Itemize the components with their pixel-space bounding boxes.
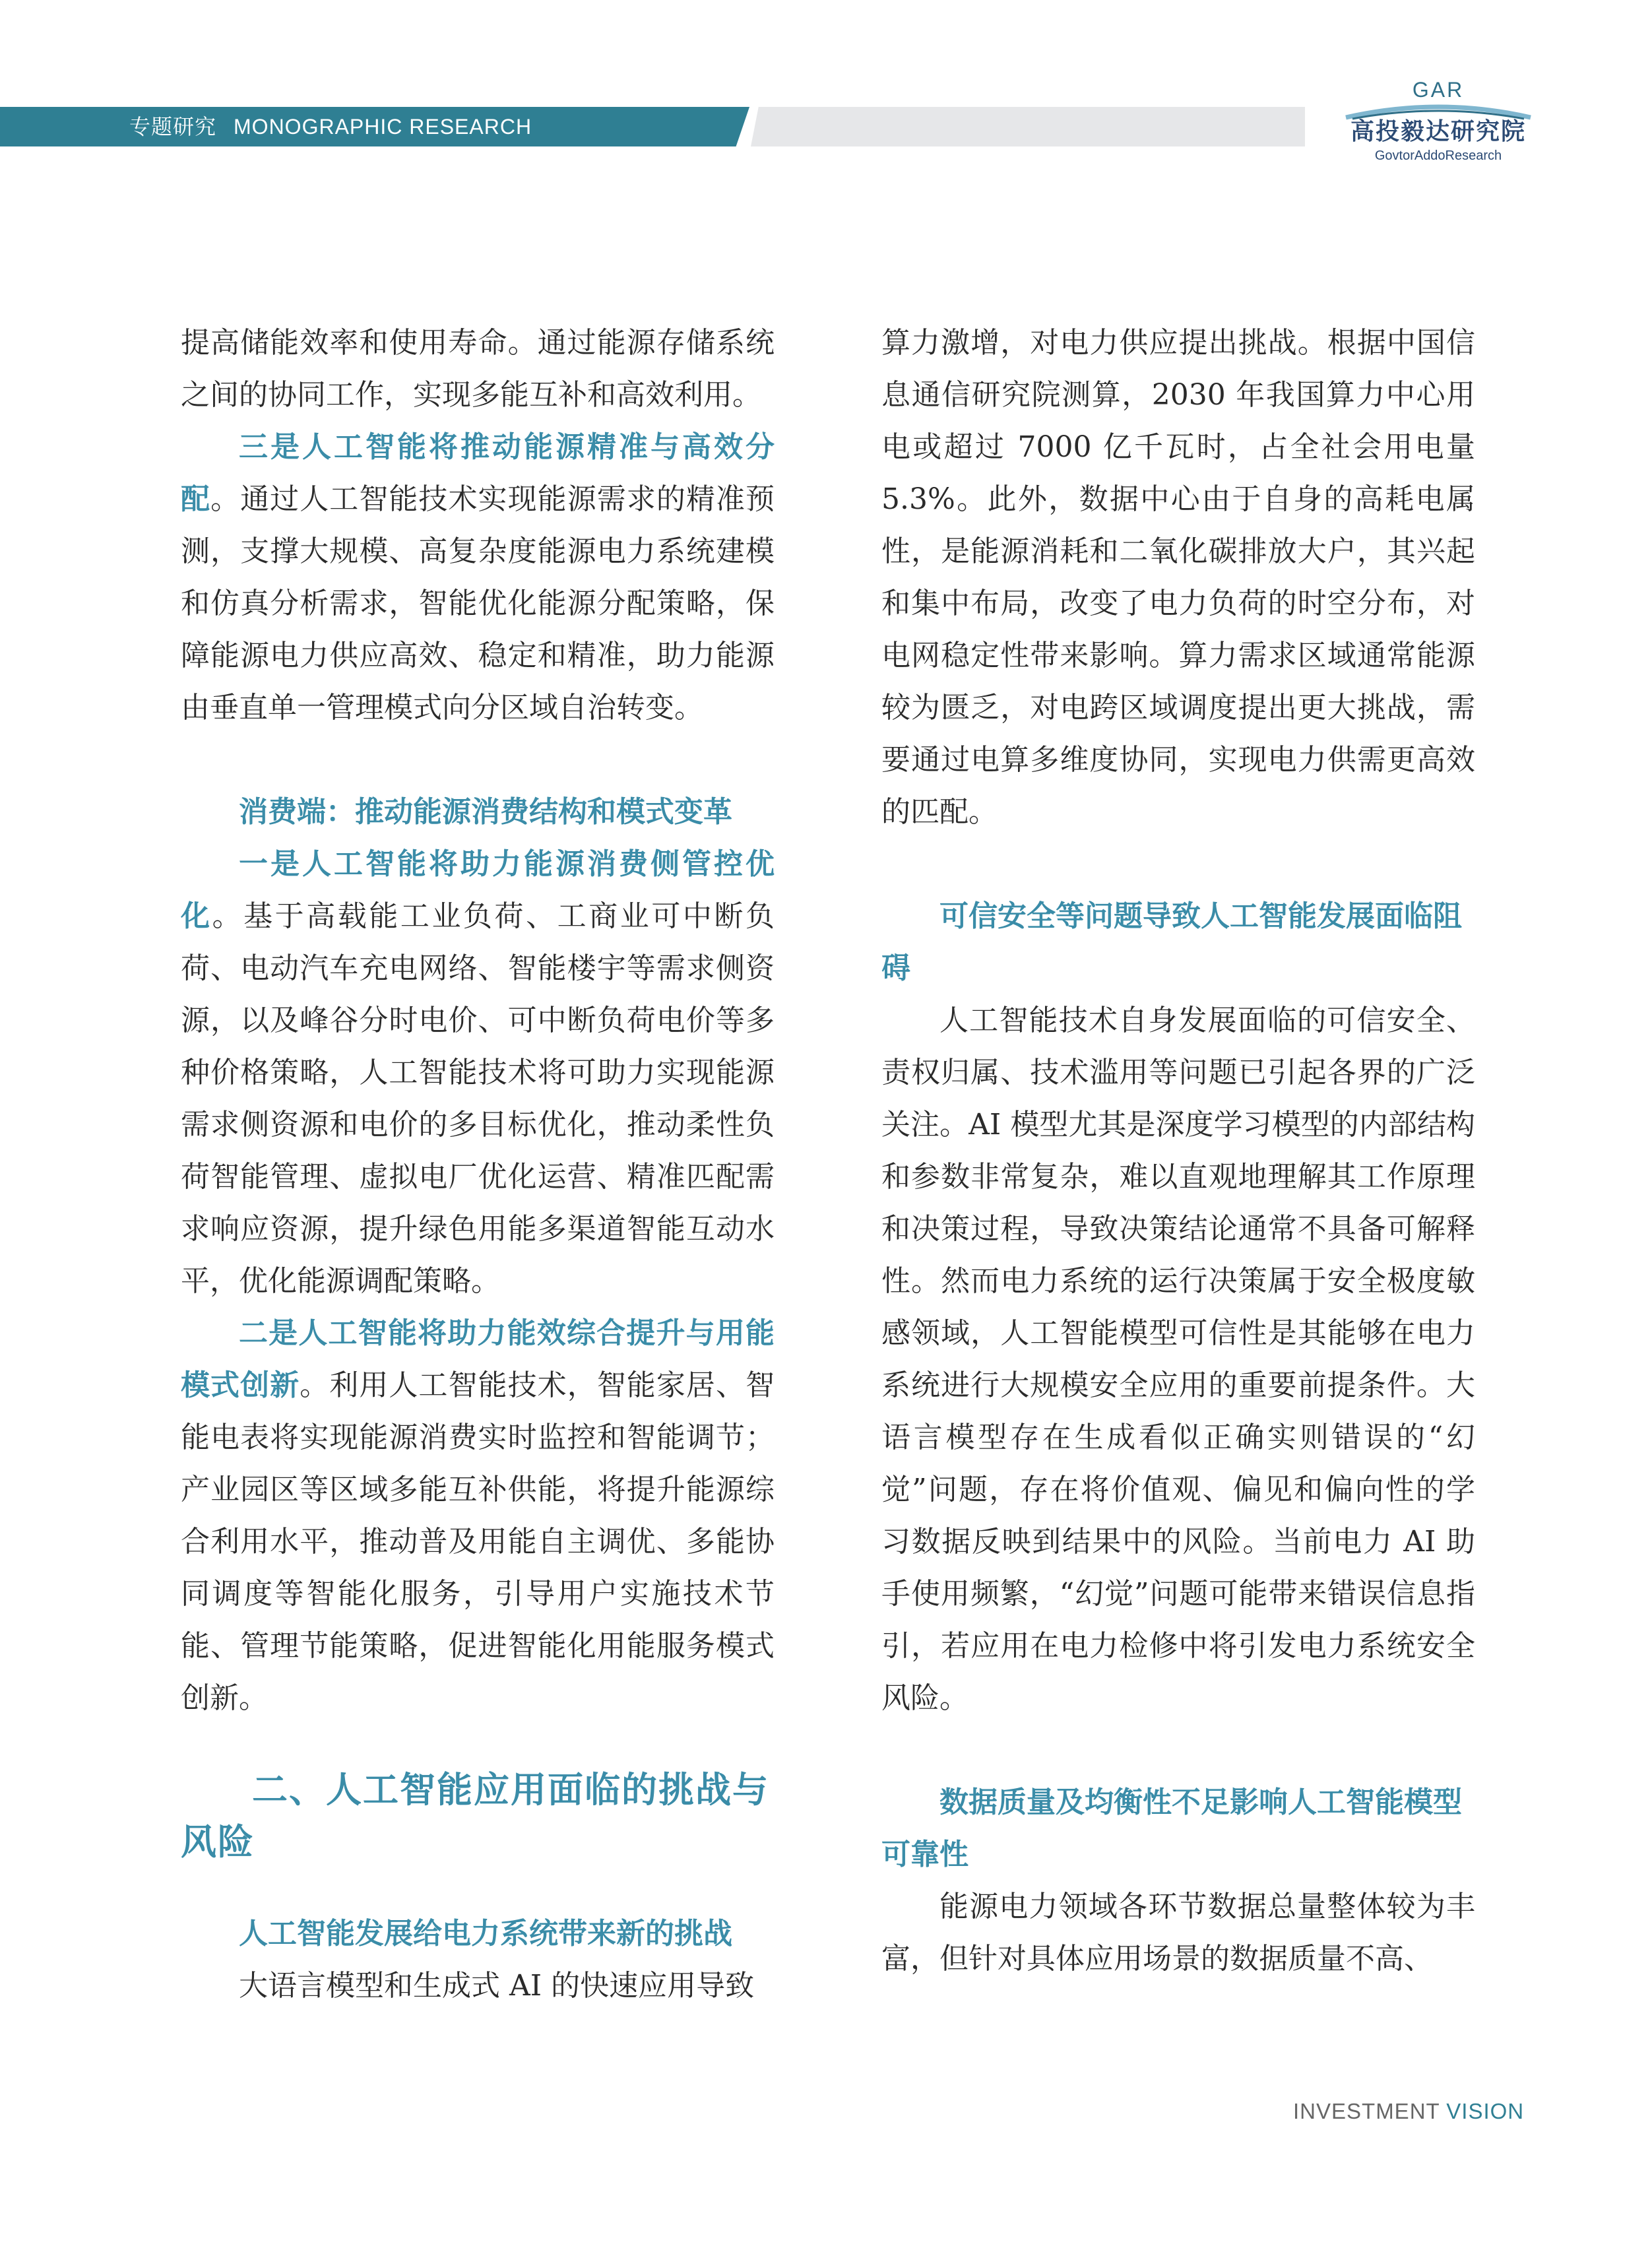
logo-name-cn: 高投毅达研究院 — [1350, 118, 1526, 145]
lead-phrase: 二是人工智能将助力能效综合提升与用能模式创新 — [181, 1316, 775, 1402]
paragraph — [181, 421, 775, 734]
logo-abbreviation: GAR — [1412, 78, 1465, 102]
subheading: 数据质量及均衡性不足影响人工智能模型可靠性 — [881, 1786, 1462, 1871]
section-label — [129, 112, 532, 141]
subheading: 消费端：推动能源消费结构和模式变革 — [239, 795, 732, 829]
paragraph: 算力激增，对电力供应提出挑战。根据中国信息通信研究院测算，2030 年我国算力中心用电或超过 7000 亿千瓦时，占全社会用电量 5.3%。此外，数据中心由于自身的高耗电属性，是能源消耗和二氧化碳排放大户，其兴起和集中布局，改变了电力负荷的时空分布，对电网稳定性带来影响。算力需求区域通常能源较为匮乏，对电跨区域调度提出更大挑战，需要通过电算多维度协同，实现电力供需更高效的匹配。 — [881, 326, 1475, 829]
right-column — [881, 317, 1475, 1985]
paragraph-body: 。通过人工智能技术实现能源需求的精准预测，支撑大规模、高复杂度能源电力系统建模和仿真分析需求，智能优化能源分配策略，保障能源电力供应高效、稳定和精准，助力能源由垂直单一管理模式向分区域自治转变。 — [181, 482, 775, 724]
paragraph: 人工智能技术自身发展面临的可信安全、责权归属、技术滥用等问题已引起各界的广泛关注。AI 模型尤其是深度学习模型的内部结构和参数非常复杂，难以直观地理解其工作原理和决策过程，导致决策结论通常不具备可解释性。然而电力系统的运行决策属于安全极度敏感领域，人工智能模型可信性是其能够在电力系统进行大规模安全应用的重要前提条件。大语言模型存在生成看似正确实则错误的“幻觉”问题，存在将价值观、偏见和偏向性的学习数据反映到结果中的风险。当前电力 AI 助手使用频繁，“幻觉”问题可能带来错误信息指引，若应用在电力检修中将引发电力系统安全风险。 — [881, 1004, 1475, 1715]
section-heading: 二、人工智能应用面临的挑战与风险 — [181, 1769, 769, 1863]
paragraph — [181, 838, 775, 1307]
paragraph: 能源电力领域各环节数据总量整体较为丰富，但针对具体应用场景的数据质量不高、 — [881, 1890, 1475, 1976]
publisher-logo — [1326, 74, 1550, 166]
footer-word-vision: VISION — [1446, 2099, 1525, 2123]
subheading: 可信安全等问题导致人工智能发展面临阻碍 — [881, 899, 1462, 985]
footer-word-investment: INVESTMENT — [1293, 2099, 1447, 2123]
paragraph: 大语言模型和生成式 AI 的快速应用导致 — [239, 1969, 755, 2003]
logo-name-en: GovtorAddoResearch — [1374, 148, 1502, 163]
footer-publication-name — [1293, 2097, 1524, 2126]
lead-phrase: 三是人工智能将推动能源精准与高效分配 — [181, 430, 775, 516]
section-label-en: MONOGRAPHIC RESEARCH — [234, 115, 532, 139]
section-label-cn: 专题研究 — [129, 115, 217, 139]
paragraph — [181, 1307, 775, 1724]
lead-phrase: 一是人工智能将助力能源消费侧管控优化 — [181, 847, 775, 933]
left-column — [181, 317, 775, 2012]
paragraph-body: 。基于高载能工业负荷、工商业可中断负荷、电动汽车充电网络、智能楼宇等需求侧资源，以及峰谷分时电价、可中断负荷电价等多种价格策略，人工智能技术将可助力实现能源需求侧资源和电价的多目标优化，推动柔性负荷智能管理、虚拟电厂优化运营、精准匹配需求响应资源，提升绿色用能多渠道智能互动水平，优化能源调配策略。 — [181, 899, 775, 1298]
header-stripe — [751, 107, 1305, 146]
paragraph: 提高储能效率和使用寿命。通过能源存储系统之间的协同工作，实现多能互补和高效利用。 — [181, 326, 775, 412]
paragraph-body: 。利用人工智能技术，智能家居、智能电表将实现能源消费实时监控和智能调节；产业园区等区域多能互补供能，将提升能源综合利用水平，推动普及用能自主调优、多能协同调度等智能化服务，引导用户实施技术节能、管理节能策略，促进智能化用能服务模式创新。 — [181, 1368, 775, 1715]
subheading: 人工智能发展给电力系统带来新的挑战 — [239, 1917, 732, 1950]
